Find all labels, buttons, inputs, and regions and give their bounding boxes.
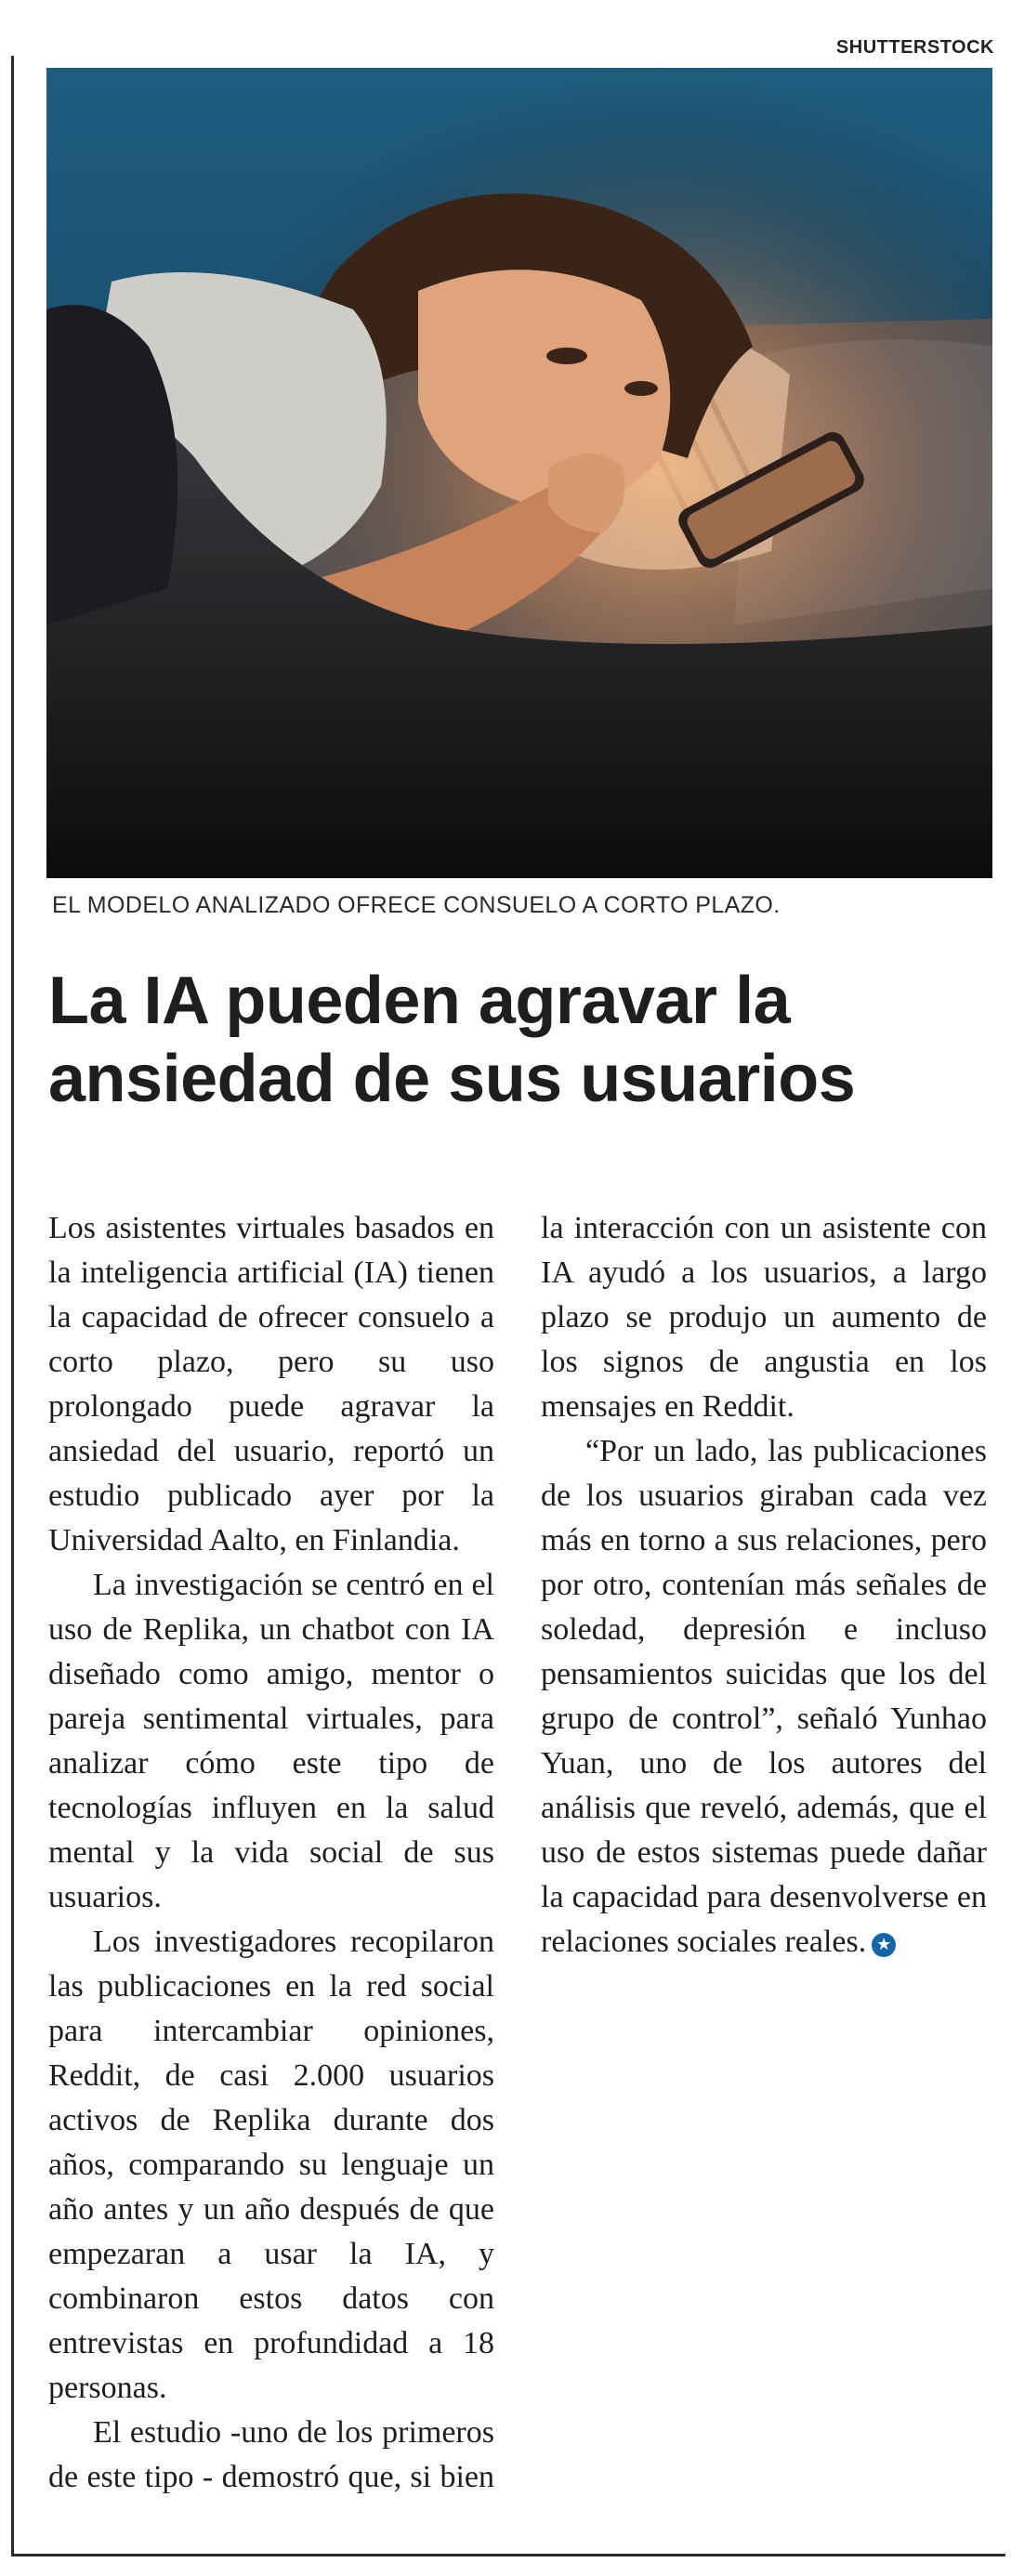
- photo-illustration: [46, 68, 992, 878]
- headline: La IA pueden agravar la ansiedad de sus usuarios: [48, 964, 856, 1116]
- body-paragraph: Los investigadores recopilaron las publicaciones en la red social para intercambiar opiniones, Reddit, de casi 2.000 usuarios activos de Replika durante dos años, comparando su lenguaje un año antes y un año después de que empezaran a usar la IA, y combinaron estos datos con entrevistas en profundidad a 18 personas.: [48, 1925, 494, 2405]
- photo-credit: SHUTTERSTOCK: [835, 37, 994, 58]
- bottom-rule: [11, 2554, 1005, 2556]
- body-paragraph: Los asistentes virtuales basados en la inteligencia artificial (IA) tienen la capacidad de ofrecer consuelo a corto plazo, pero su uso prolongado puede agravar la ansiedad del usuario, reportó un estudio publicado ayer por la Universidad Aalto, en Finlandia.: [48, 1211, 494, 1557]
- body-paragraph-last: [541, 1429, 987, 1965]
- left-column-rule: [11, 56, 14, 2556]
- end-of-article-star-icon: ★: [872, 1933, 896, 1957]
- article-body: [48, 1206, 987, 2526]
- body-paragraph-text: “Por un lado, las publicaciones de los usuarios giraban cada vez más en torno a sus relaciones, pero por otro, contenían más señales de soledad, depresión e incluso pensamientos suicidas que los del grupo de control”, señaló Yunhao Yuan, uno de los autores del análisis que reveló, además, que el uso de estos sistemas puede dañar la capacidad para desenvolverse en relaciones sociales reales.: [541, 1434, 987, 1959]
- body-paragraph: El estudio -uno de los primeros de este tipo - demostró que, si bien la interacción con un asistente con IA ayudó a los usuarios, a largo plazo se produjo un aumento de los signos de angustia en los mensajes en Reddit.: [48, 1211, 987, 2494]
- photo-caption: EL MODELO ANALIZADO OFRECE CONSUELO A CORTO PLAZO.: [52, 892, 781, 918]
- article-photo: [46, 68, 992, 878]
- body-paragraph: La investigación se centró en el uso de Replika, un chatbot con IA diseñado como amigo, mentor o pareja sentimental virtuales, para analizar cómo este tipo de tecnologías influyen en la salud mental y la vida social de sus usuarios.: [48, 1568, 494, 1914]
